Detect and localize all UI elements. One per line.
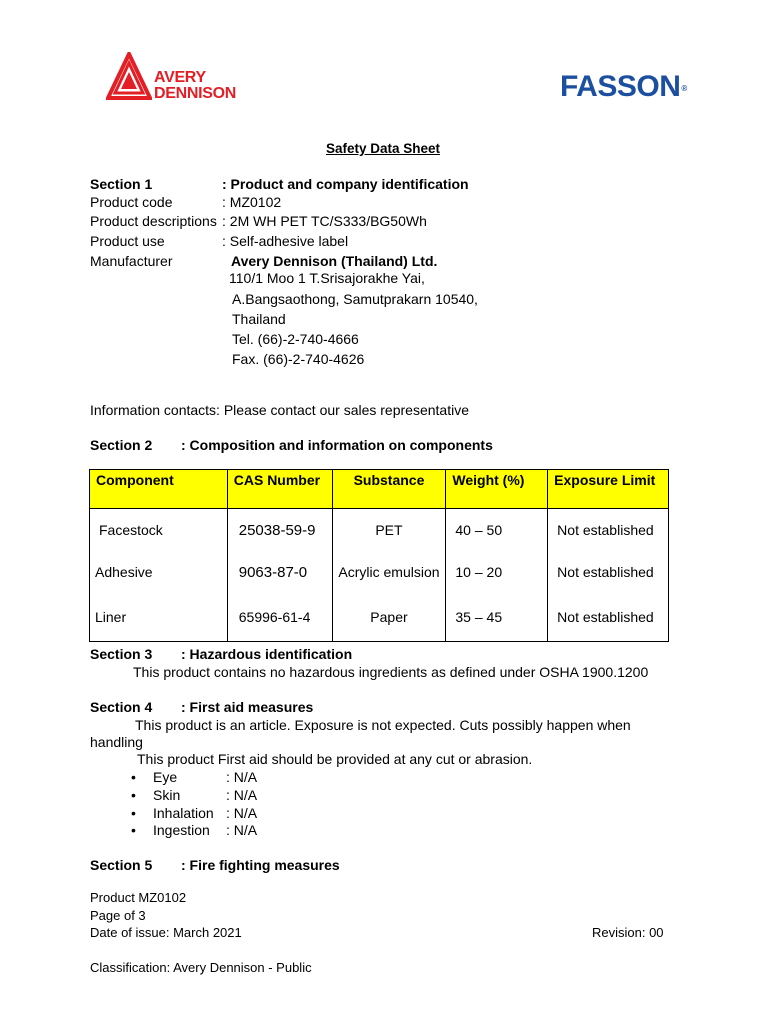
footer-revision: Revision: 00 (592, 925, 664, 940)
bullet-icon: • (131, 787, 136, 803)
list-item (131, 822, 257, 838)
section4-text: This product is an article. Exposure is not expected. Cuts possibly happen when (135, 717, 631, 733)
section5-label: Section 5 (90, 857, 153, 873)
section4-text: handling (90, 734, 143, 750)
table-cell: Not established (548, 551, 669, 593)
table-row (90, 509, 669, 552)
column-header: Component (90, 470, 228, 509)
address-line: 110/1 Moo 1 T.Srisajorakhe Yai, (229, 270, 425, 286)
page-title: Safety Data Sheet (326, 141, 441, 156)
table-cell: Liner (90, 593, 228, 642)
fasson-logo (560, 70, 687, 104)
list-item-label: Inhalation (153, 805, 214, 821)
bullet-icon: • (131, 769, 136, 785)
product-use-label: Product use (90, 233, 165, 249)
table-cell: 25038-59-9 (227, 509, 332, 552)
product-descriptions-value: : 2M WH PET TC/S333/BG50Wh (222, 213, 427, 229)
list-item-value: : N/A (226, 787, 258, 803)
list-item-value: : N/A (226, 822, 258, 838)
section1-label: Section 1 (90, 176, 153, 192)
avery-logo-line2: DENNISON (154, 85, 237, 102)
table-cell: 65996-61-4 (227, 593, 332, 642)
column-header: Exposure Limit (548, 470, 669, 509)
address-phone: Tel. (66)-2-740-4666 (232, 331, 359, 347)
table-cell: 35 – 45 (446, 593, 548, 642)
list-item-value: : N/A (226, 805, 258, 821)
bullet-icon: • (131, 805, 136, 821)
fasson-logo-text: FASSON (560, 70, 681, 103)
table-row (90, 551, 669, 593)
avery-triangle-icon (106, 52, 152, 102)
table-cell: 40 – 50 (446, 509, 548, 552)
column-header: Weight (%) (446, 470, 548, 509)
manufacturer-name: Avery Dennison (Thailand) Ltd. (231, 253, 438, 269)
section3-text: This product contains no hazardous ingredients as defined under OSHA 1900.1200 (133, 664, 649, 680)
list-item (131, 769, 257, 785)
footer-date: Date of issue: March 2021 (90, 925, 242, 940)
avery-dennison-logo (106, 52, 256, 102)
table-row (90, 593, 669, 642)
column-header: Substance (332, 470, 446, 509)
address-fax: Fax. (66)-2-740-4626 (232, 351, 365, 367)
address-line: A.Bangsaothong, Samutprakarn 10540, (232, 291, 478, 307)
address-line: Thailand (232, 311, 286, 327)
registered-mark: ® (681, 84, 687, 93)
footer-product: Product MZ0102 (90, 890, 187, 905)
section3-heading: : Hazardous identification (181, 646, 353, 662)
manufacturer-label: Manufacturer (90, 253, 173, 269)
table-cell: Not established (548, 593, 669, 642)
section4-text: This product First aid should be provided at any cut or abrasion. (137, 751, 533, 767)
product-code-label: Product code (90, 194, 173, 210)
section3-label: Section 3 (90, 646, 153, 662)
section1-heading: : Product and company identification (222, 176, 469, 192)
section5-heading: : Fire fighting measures (181, 857, 340, 873)
footer-classification: Classification: Avery Dennison - Public (90, 960, 312, 975)
section2-heading: : Composition and information on components (181, 437, 493, 453)
list-item-value: : N/A (226, 769, 258, 785)
table-cell: Paper (332, 593, 446, 642)
list-item-label: Skin (153, 787, 181, 803)
bullet-icon: • (131, 822, 136, 838)
column-header: CAS Number (227, 470, 332, 509)
table-cell: 9063-87-0 (227, 551, 332, 593)
section2-label: Section 2 (90, 437, 153, 453)
list-item (131, 787, 257, 803)
avery-logo-text (154, 70, 236, 102)
list-item-label: Ingestion (153, 822, 210, 838)
section4-label: Section 4 (90, 699, 153, 715)
list-item-label: Eye (153, 769, 178, 785)
table-cell: Acrylic emulsion (332, 551, 446, 593)
table-cell: PET (332, 509, 446, 552)
table-cell: Not established (548, 509, 669, 552)
table-cell: 10 – 20 (446, 551, 548, 593)
table-cell: Adhesive (90, 551, 228, 593)
table-header-row (90, 470, 669, 509)
list-item (131, 805, 257, 821)
section4-heading: : First aid measures (181, 699, 314, 715)
footer-page: Page of 3 (90, 908, 146, 923)
information-contacts: Information contacts: Please contact our sales representative (90, 402, 469, 418)
product-use-value: : Self-adhesive label (222, 233, 349, 249)
composition-table (89, 469, 669, 642)
product-code-value: : MZ0102 (222, 194, 282, 210)
product-descriptions-label: Product descriptions (90, 213, 217, 229)
table-cell: Facestock (90, 509, 228, 552)
avery-logo-line1: AVERY (154, 69, 206, 86)
